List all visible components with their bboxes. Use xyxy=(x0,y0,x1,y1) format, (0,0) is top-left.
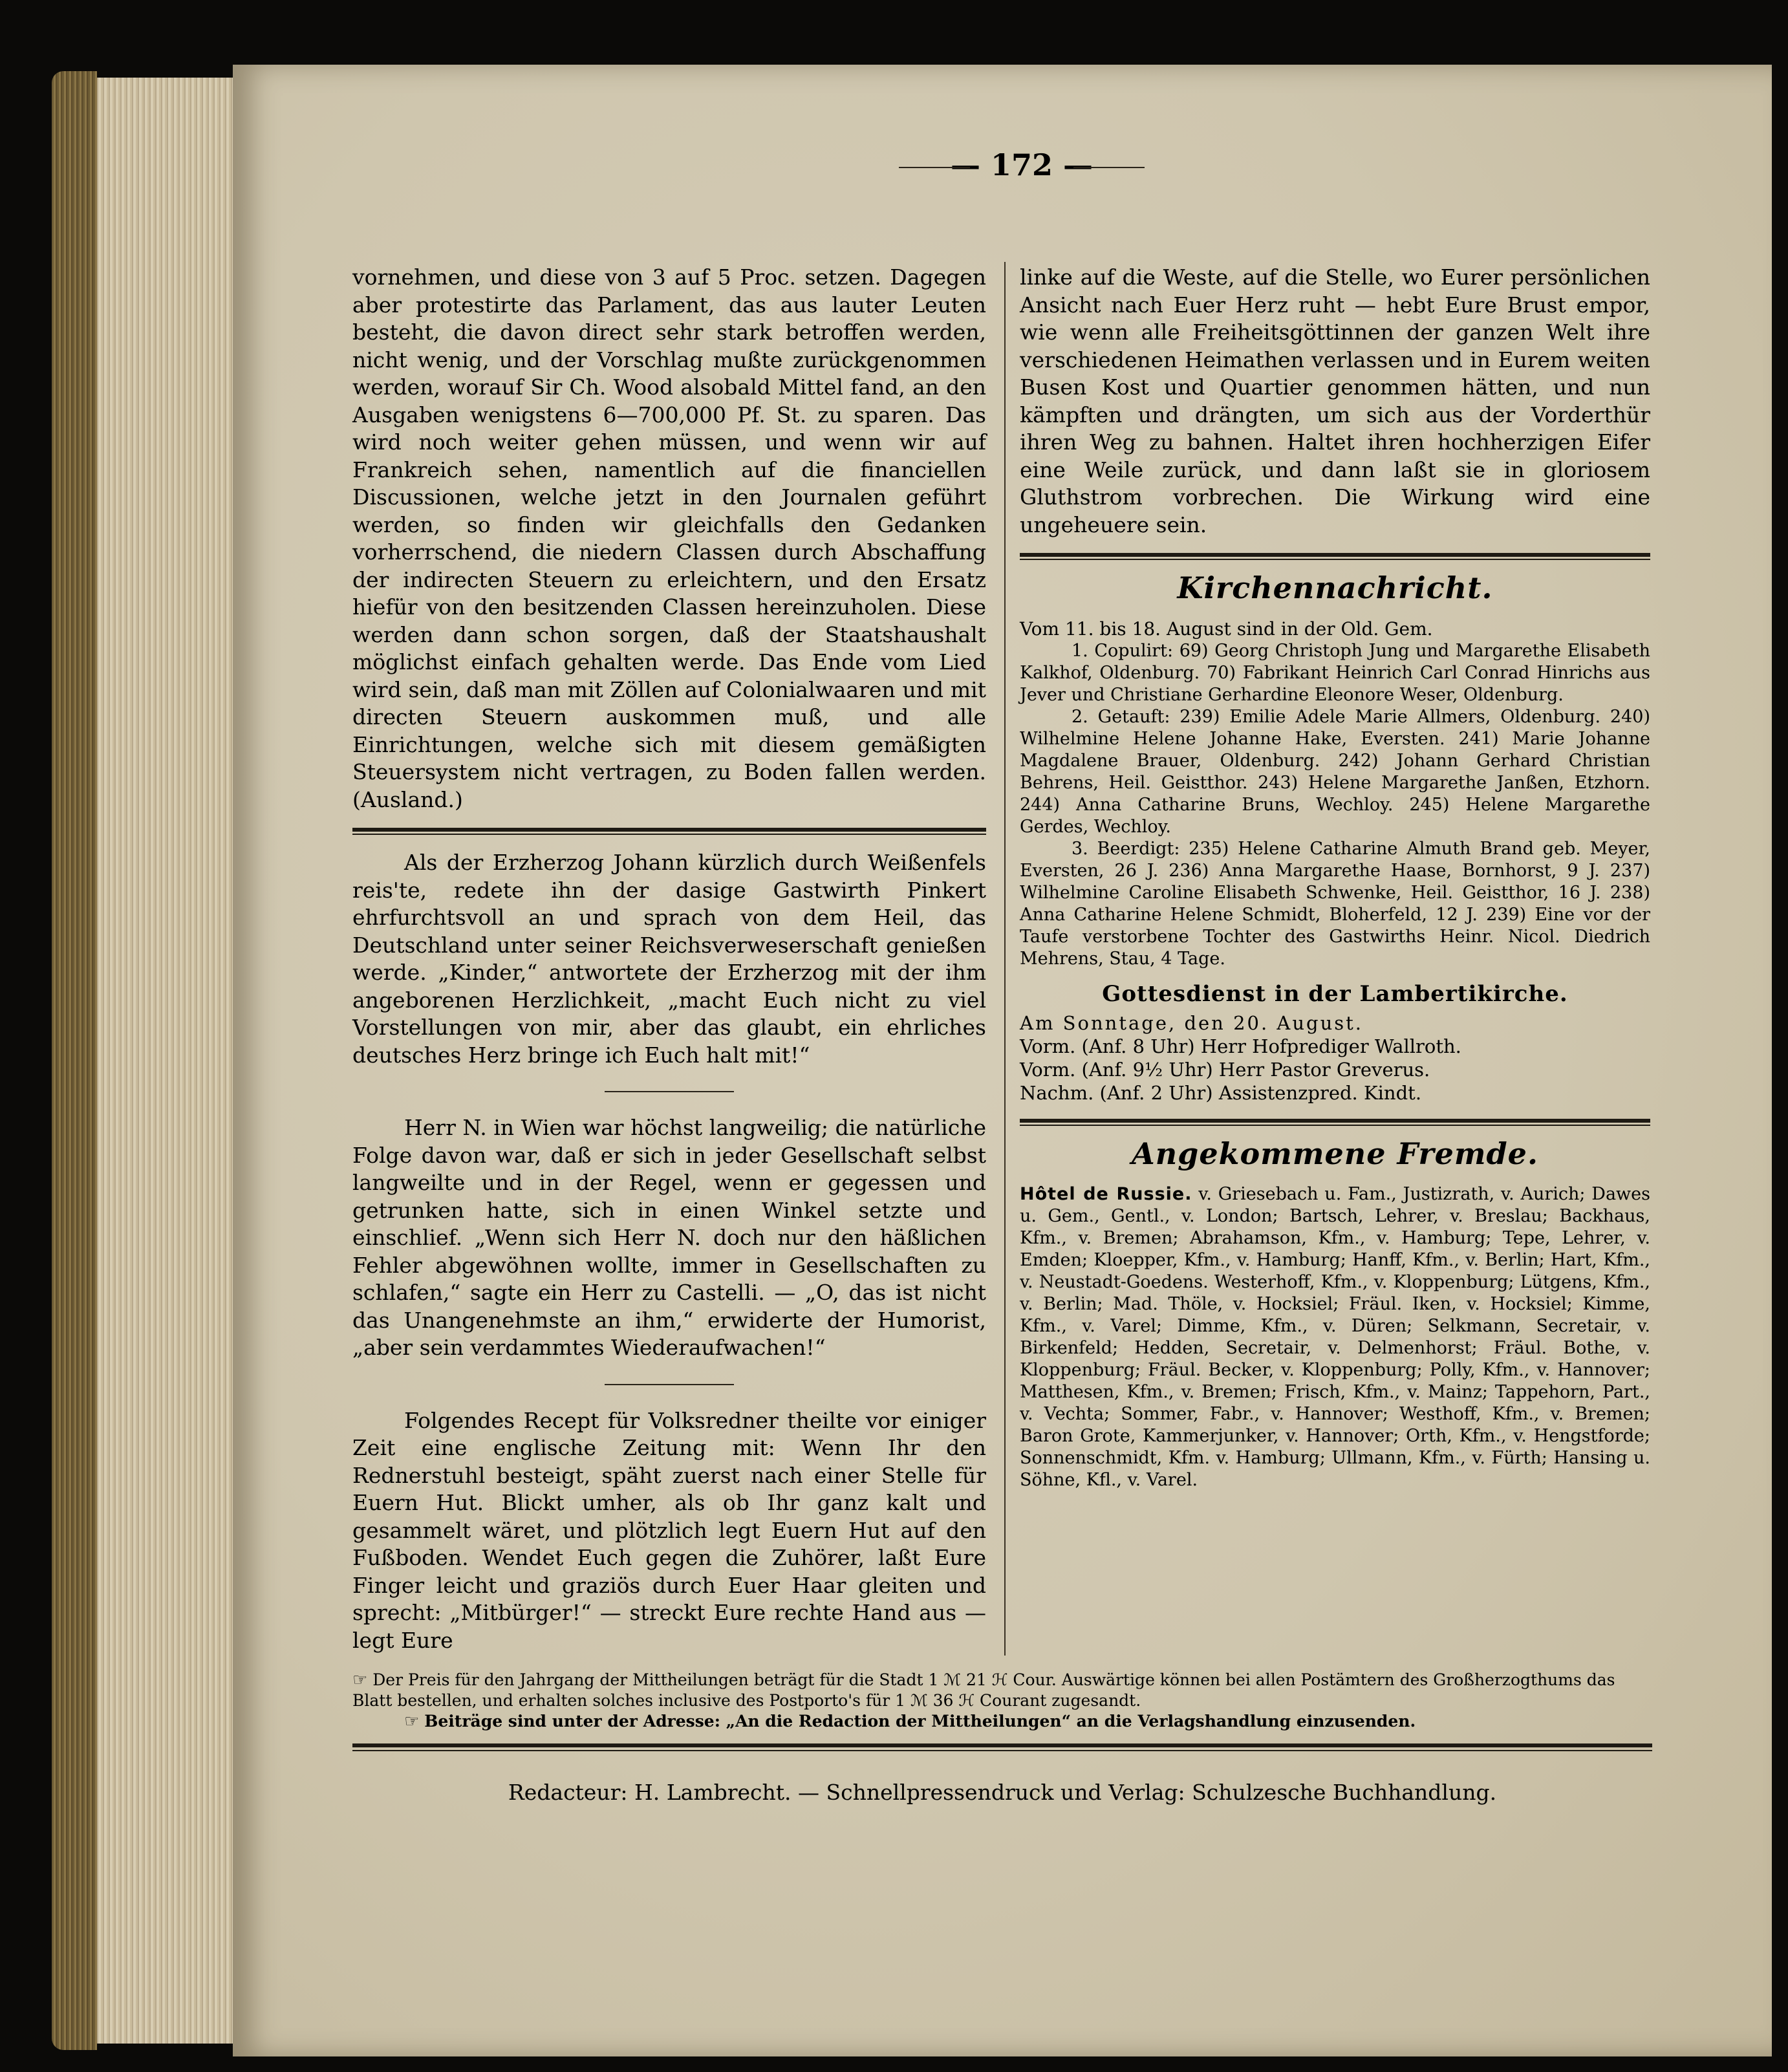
service-line: Nachm. (Anf. 2 Uhr) Assistenzpred. Kindt. xyxy=(1020,1082,1422,1104)
church-intro: Vom 11. bis 18. August sind in der Old. Gem. xyxy=(1020,618,1433,640)
left-column xyxy=(352,264,986,1654)
section-rule xyxy=(1020,1119,1650,1126)
service-line: Vorm. (Anf. 9½ Uhr) Herr Pastor Greverus. xyxy=(1020,1059,1430,1081)
article-herr-n: Herr N. in Wien war höchst langweilig; die natürliche Folge davon war, daß er sich in jeder Gesellschaft selbst langweilte und in der Regel, wenn er gegessen und getrunken hatte, sich in einen Winkel setzte und einschlief. „Wenn sich Herr N. doch nur den häßlichen Fehler abgewöhnen wollte, immer in Gesellschaften zu schlafen,“ sagte ein Herr zu Castelli. — „O, das ist nicht das Unangenehmste an ihm,“ erwiderte der Humorist, „aber sein verdammtes Wiederaufwachen!“ xyxy=(352,1115,986,1360)
separator xyxy=(605,1384,734,1385)
footer-rule xyxy=(352,1743,1652,1751)
price-note xyxy=(352,1670,1652,1711)
imprint: Redacteur: H. Lambrecht. — Schnellpressendruck und Verlag: Schulzesche Buchhandlung. xyxy=(508,1780,1497,1805)
service-heading: Gottesdienst in der Lambertikirche. xyxy=(1102,980,1568,1007)
right-column xyxy=(1020,264,1650,1491)
service-line: Vorm. (Anf. 8 Uhr) Herr Hofprediger Wallroth. xyxy=(1020,1035,1461,1057)
arrivals-heading: Angekommene Fremde. xyxy=(1132,1136,1538,1171)
page-number: — 172 — xyxy=(892,147,1151,182)
article-erzherzog: Als der Erzherzog Johann kürzlich durch Weißenfels reis'te, redete ihn der dasige Gastwirth Pinkert ehrfurchtsvoll an und sprach von dem Heil, das Deutschland unter seiner Reichsverweserschaft genießen werde. „Kinder,“ antwortete der Erzherzog mit der ihm angeborenen Herzlichkeit, „macht Euch nicht zu viel Vorstellungen von mir, aber das glaubt, ein ehrliches deutsches Herz bringe ich Euch halt mit!“ xyxy=(352,850,986,1068)
service-date: Am Sonntage, den 20. August. xyxy=(1020,1012,1364,1034)
page-edges xyxy=(97,78,233,2044)
hotel-name: Hôtel de Russie. xyxy=(1020,1183,1192,1204)
arrivals-text: v. Griesebach u. Fam., Justizrath, v. Aurich; Dawes u. Gem., Gentl., v. London; Bartsch, Lehrer, v. Breslau; Backhaus, Kfm., v. Bremen; Abrahamson, Kfm., v. Hamburg; Tepe, Lehrer, v. Emden; Kloepper, Kfm., v. Hamburg; Hanff, Kfm., v. Berlin; Hart, Kfm., v. Neustadt-Goedens. Westerhoff, Kfm., v. Kloppenburg; Lütgens, Kfm., v. Berlin; Mad. Thöle, v. Hocksiel; Fräul. Iken, v. Hocksiel; Kimme, Kfm., v. Varel; Dimme, Kfm., v. Düren; Selkmann, Secretair, v. Birkenfeld; Hedden, Secretair, v. Delmenhorst; Fräul. Bothe, v. Kloppenburg; Fräul. Becker, v. Kloppenburg; Polly, Kfm., v. Hannover; Matthesen, Kfm., v. Bremen; Frisch, Kfm., v. Mainz; Tappehorn, Part., v. Vechta; Sommer, Fabr., v. Hannover; Westhoff, Kfm., v. Bremen; Baron Grote, Kammerjunker, v. Hannover; Orth, Kfm., v. Hengstforde; Sonnenschmidt, Kfm. v. Hamburg; Ullmann, Kfm., v. Fürth; Hansing u. Söhne, Kfl., v. Varel. xyxy=(1020,1183,1650,1490)
footer-notes xyxy=(352,1670,1652,1732)
contribution-note-text: Beiträge sind unter der Adresse: „An die Redaction der Mittheilungen“ an die Verlagshandlung einzusenden. xyxy=(424,1712,1416,1731)
section-rule xyxy=(352,828,986,835)
contribution-note xyxy=(352,1711,1652,1732)
section-rule xyxy=(1020,553,1650,560)
book-binding xyxy=(52,71,97,2050)
column-divider xyxy=(1004,262,1006,1656)
pointing-hand-icon: ☞ xyxy=(404,1712,420,1731)
arrivals-list xyxy=(1020,1183,1650,1491)
separator xyxy=(605,1091,734,1092)
marriages: 1. Copulirt: 69) Georg Christoph Jung und Margarethe Elisabeth Kalkhof, Oldenburg. 70) Fabrikant Heinrich Carl Conrad Hinrichs aus Jever und Christiane Gerhardine Eleonore Weser, Oldenburg. xyxy=(1020,640,1650,705)
baptisms: 2. Getauft: 239) Emilie Adele Marie Allmers, Oldenburg. 240) Wilhelmine Helene Johanne Hake, Eversten. 241) Marie Johanne Magdalene Brauer, Oldenburg. 242) Johann Gerhard Christian Behrens, Heil. Geistthor. 243) Helene Margarethe Janßen, Etzhorn. 244) Anna Catharine Bruns, Wechloy. 245) Helene Margarethe Gerdes, Wechloy. xyxy=(1020,706,1650,837)
church-news-heading: Kirchennachricht. xyxy=(1177,570,1493,605)
burials: 3. Beerdigt: 235) Helene Catharine Almuth Brand geb. Meyer, Eversten, 26 J. 236) Anna Margarethe Haase, Bornhorst, 9 J. 237) Wilhelmine Caroline Elisabeth Schwenke, Heil. Geistthor, 16 J. 238) Anna Catharine Helene Schmidt, Bloherfeld, 12 J. 239) Eine vor der Taufe verstorbene Tochter des Gastwirths Heinr. Nicol. Diedrich Mehrens, Stau, 4 Tage. xyxy=(1020,838,1650,969)
price-note-text: Der Preis für den Jahrgang der Mittheilungen beträgt für die Stadt 1 ℳ 21 ℋ Cour. Auswärtige können bei allen Postämtern des Großherzogthums das Blatt bestellen, und erhalten solches inclusive des Postporto's für 1 ℳ 36 ℋ Courant zugesandt. xyxy=(352,1670,1615,1710)
pointing-hand-icon: ☞ xyxy=(352,1670,368,1690)
article-continuation: linke auf die Weste, auf die Stelle, wo Eurer persönlichen Ansicht nach Euer Herz ruht — hebt Eure Brust empor, wie wenn alle Freiheitsgöttinnen der ganzen Welt ihre verschiedenen Heimathen verlassen und in Eurem weiten Busen Kost und Quartier genommen hätten, und nun kämpften und drängten, um sich aus der Vorderthür ihren Weg zu bahnen. Haltet ihren hochherzigen Eifer eine Weile zurück, und dann laßt sie in gloriosem Gluthstrom vorbrechen. Die Wirkung wird eine ungeheuere sein. xyxy=(1020,264,1650,537)
article-taxes: vornehmen, und diese von 3 auf 5 Proc. setzen. Dagegen aber protestirte das Parlament, das aus lauter Leuten besteht, die davon direct sehr stark betroffen werden, nicht wenig, und der Vorschlag mußte zurückgenommen werden, worauf Sir Ch. Wood alsobald Mittel fand, an den Ausgaben wenigstens 6—700,000 Pf. St. zu sparen. Das wird noch weiter gehen müssen, und wenn wir auf Frankreich sehen, namentlich auf die financiellen Discussionen, welche jetzt in den Journalen geführt werden, so finden wir gleichfalls den Gedanken vorherrschend, die niedern Classen durch Abschaffung der indirecten Steuern zu erleichtern, und den Ersatz hiefür von den besitzenden Classen hereinzuholen. Diese werden dann schon sorgen, daß der Staatshaushalt möglichst einfach gehalten werde. Das Ende vom Lied wird sein, daß man mit Zöllen auf Colonialwaaren und mit directen Steuern auskommen muß, und alle Einrichtungen, welche sich mit diesem gemäßigten Steuersystem nicht vertragen, zu Boden fallen werden. (Ausland.) xyxy=(352,264,986,812)
article-recept: Folgendes Recept für Volksredner theilte vor einiger Zeit eine englische Zeitung mit: Wenn Ihr den Rednerstuhl besteigt, späht zuerst nach einer Stelle für Euern Hut. Blickt umher, als ob Ihr ganz kalt und gesammelt wäret, und plötzlich legt Euern Hut auf den Fußboden. Wendet Euch gegen die Zuhörer, laßt Eure Finger leicht und graziös durch Euer Haar gleiten und sprecht: „Mitbürger!“ — streckt Eure rechte Hand aus — legt Eure xyxy=(352,1407,986,1653)
